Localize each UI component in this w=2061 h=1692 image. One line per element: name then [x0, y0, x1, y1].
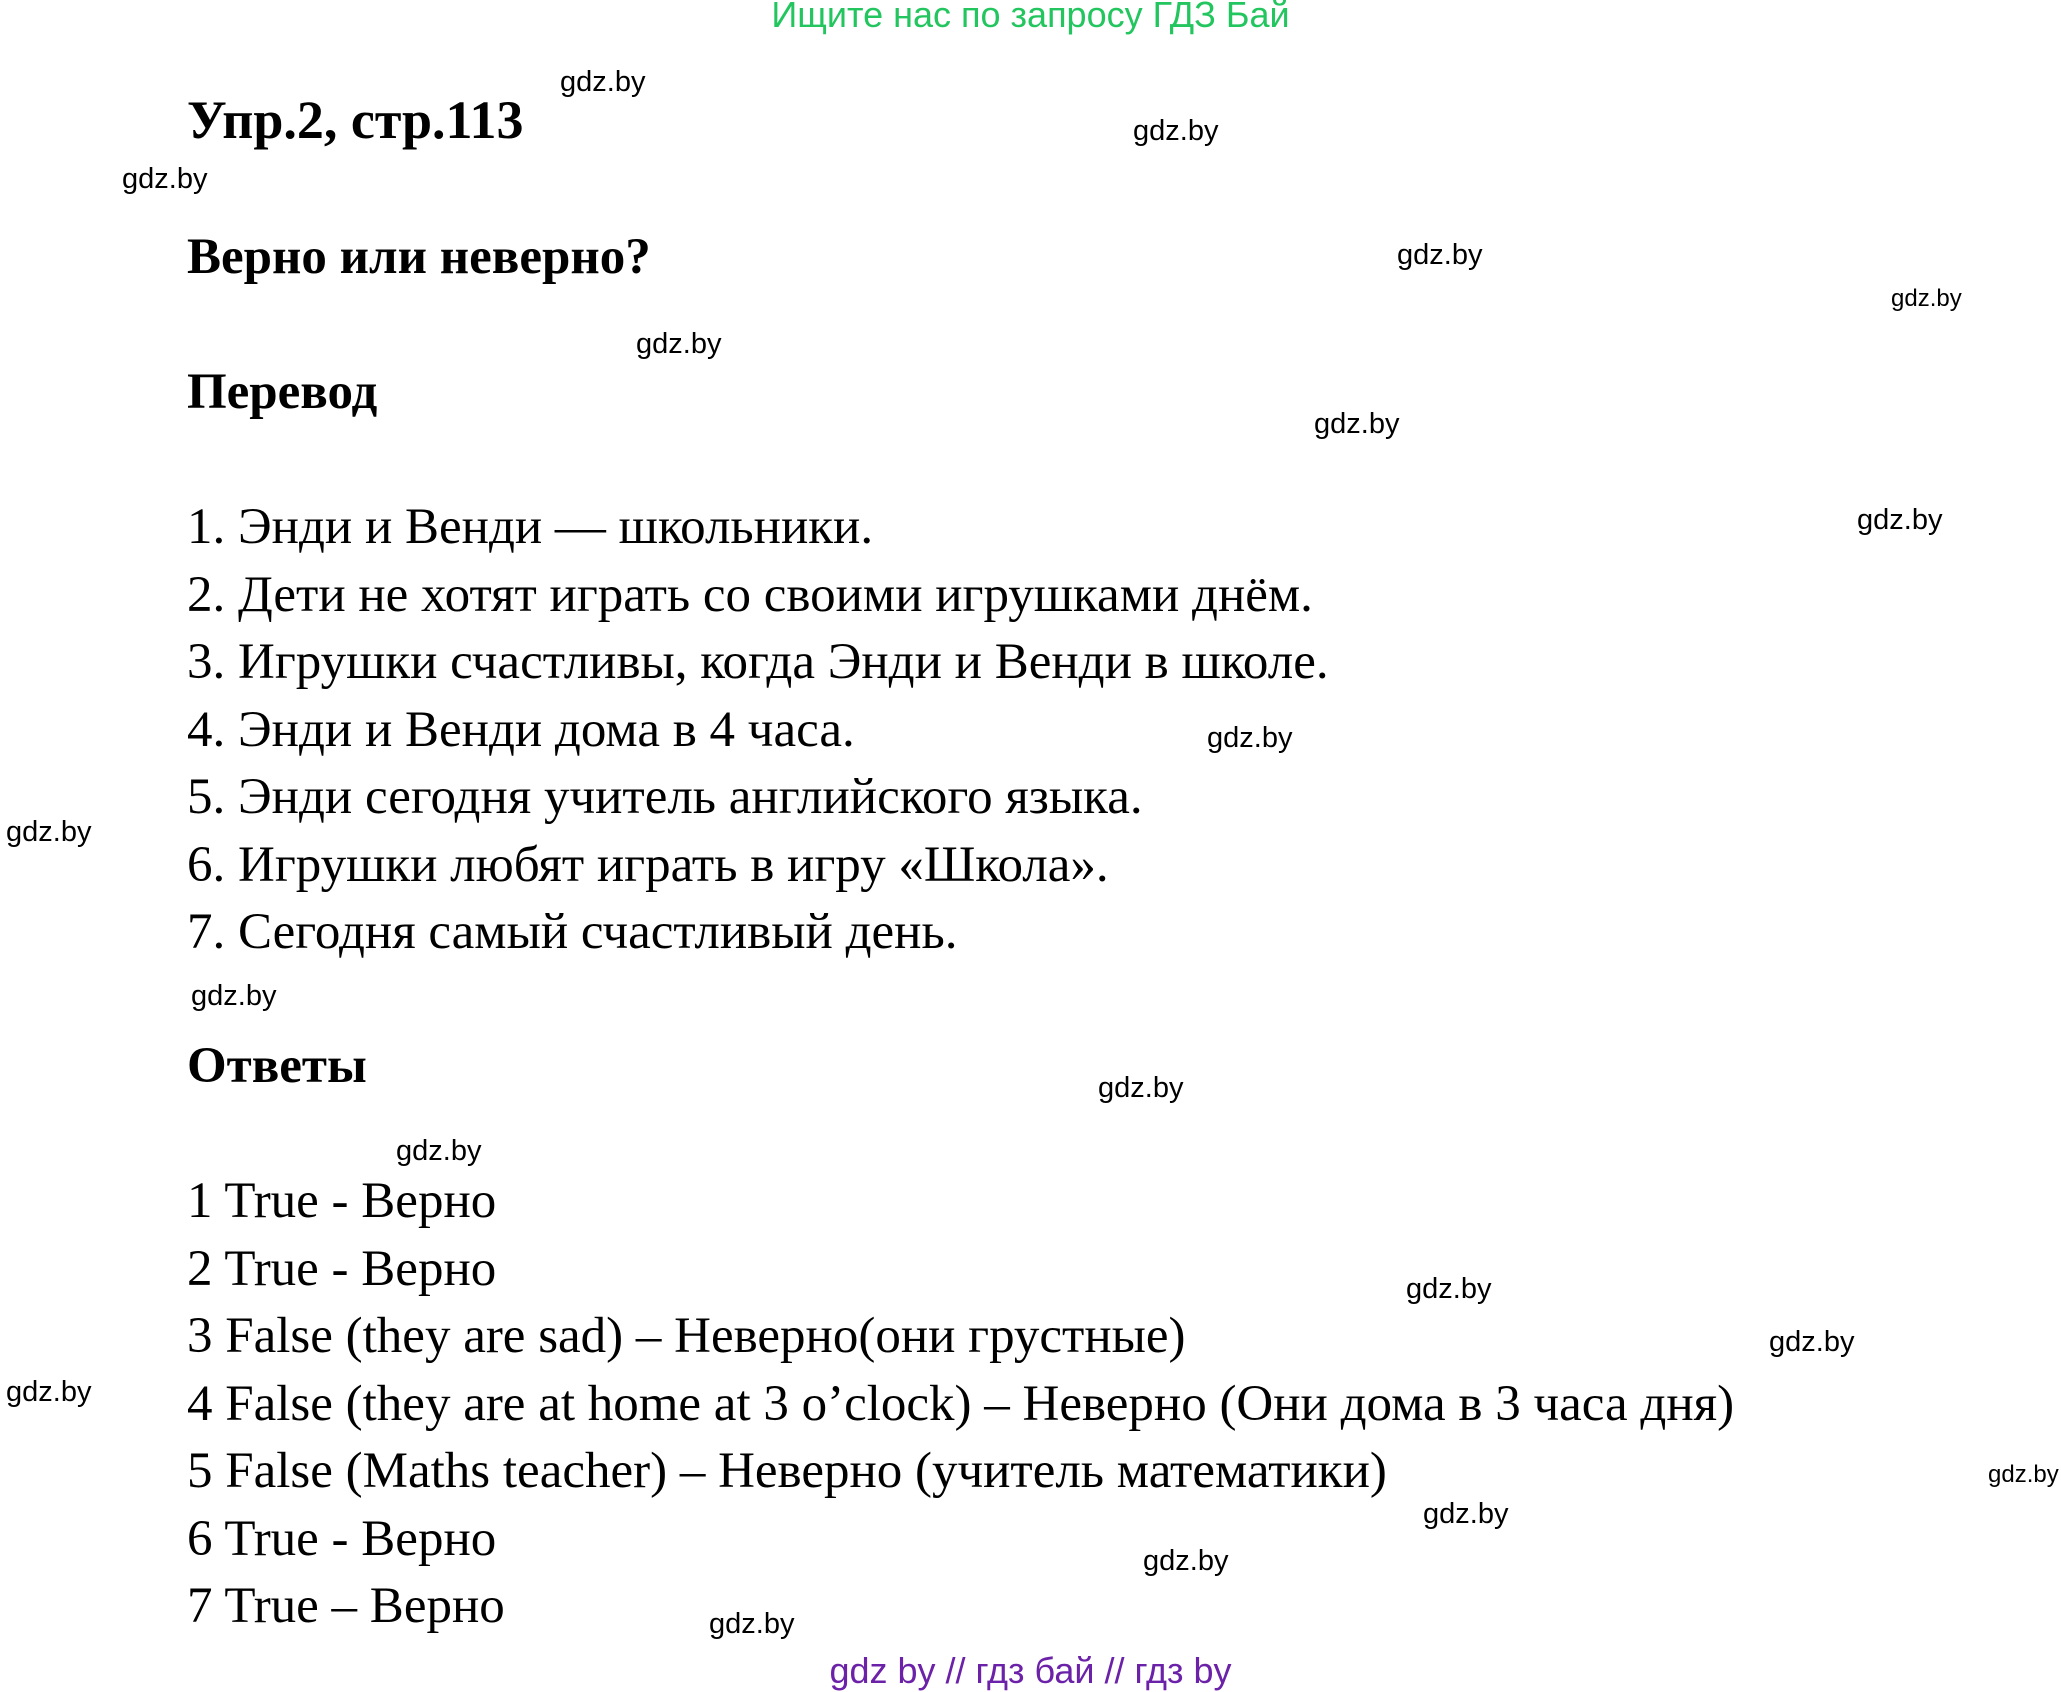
answer-line: 5 False (Maths teacher) – Неверно (учитель математики) [187, 1443, 1387, 1499]
translation-line: 5. Энди сегодня учитель английского языка. [187, 769, 1143, 825]
translation-list [187, 494, 1329, 967]
translation-line: 2. Дети не хотят играть со своими игрушками днём. [187, 566, 1313, 623]
answer-line: 6 True - Верно [187, 1510, 497, 1567]
answers-list [187, 1168, 1734, 1641]
answer-line: 1 True - Верно [187, 1173, 497, 1229]
watermark: gdz.by [1207, 722, 1293, 754]
watermark: gdz.by [122, 163, 208, 195]
watermark: gdz.by [1769, 1326, 1855, 1358]
translation-line: 4. Энди и Венди дома в 4 часа. [187, 701, 855, 758]
watermark: gdz.by [1423, 1498, 1509, 1530]
translation-heading: Перевод [187, 364, 378, 420]
answer-line: 2 True - Верно [187, 1240, 497, 1297]
answer-line: 3 False (they are sad) – Неверно(они грустные) [187, 1308, 1186, 1364]
question-heading: Верно или неверно? [187, 229, 651, 285]
translation-line: 7. Сегодня самый счастливый день. [187, 904, 958, 960]
watermark: gdz.by [1406, 1273, 1492, 1305]
watermark: gdz.by [636, 328, 722, 360]
watermark: gdz.by [6, 1376, 92, 1408]
watermark: gdz.by [1098, 1072, 1184, 1104]
watermark: gdz.by [1397, 239, 1483, 271]
watermark: gdz.by [1857, 504, 1943, 536]
watermark: gdz.by [1133, 115, 1219, 147]
exercise-title: Упр.2, стр.113 [187, 90, 524, 150]
translation-line: 1. Энди и Венди — школьники. [187, 499, 874, 555]
translation-line: 3. Игрушки счастливы, когда Энди и Венди в школе. [187, 634, 1329, 690]
watermark: gdz.by [191, 980, 277, 1012]
watermark: gdz.by [396, 1135, 482, 1167]
answers-heading: Ответы [187, 1038, 367, 1094]
watermark: gdz.by [560, 66, 646, 98]
translation-line: 6. Игрушки любят играть в игру «Школа». [187, 836, 1109, 893]
answer-line: 4 False (they are at home at 3 o’clock) – Неверно (Они дома в 3 часа дня) [187, 1375, 1735, 1432]
top-banner: Ищите нас по запросу ГДЗ Бай [771, 0, 1290, 35]
watermark: gdz.by [709, 1608, 795, 1640]
watermark: gdz.by [6, 816, 92, 848]
watermark: gdz.by [1143, 1545, 1229, 1577]
watermark: gdz.by [1891, 285, 1962, 312]
answer-line: 7 True – Верно [187, 1578, 505, 1634]
watermark: gdz.by [1314, 408, 1400, 440]
watermark: gdz.by [1988, 1461, 2059, 1488]
bottom-banner: gdz by // гдз бай // гдз by [829, 1650, 1232, 1691]
